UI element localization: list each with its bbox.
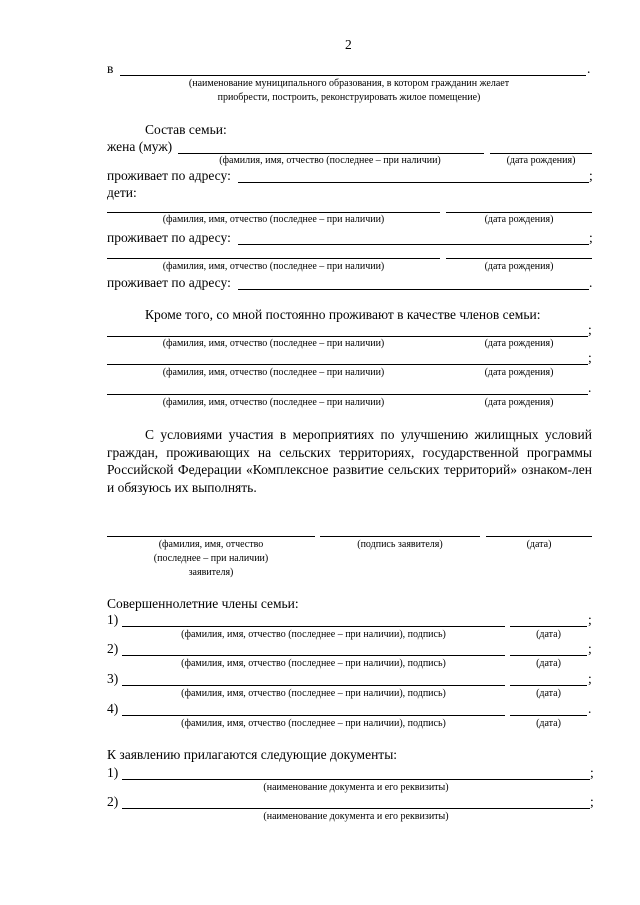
cohab1-fio-caption: (фамилия, имя, отчество (последнее – при наличии) <box>162 338 385 349</box>
cohab2-line <box>107 364 588 365</box>
cohab2-fio-caption: (фамилия, имя, отчество (последнее – при наличии) <box>162 367 385 378</box>
adult-2-number: 2) <box>107 641 119 656</box>
applicant-date-line <box>486 536 592 537</box>
adult-1-date-line <box>510 626 587 627</box>
doc-1-line <box>122 779 590 780</box>
doc-2-caption: (наименование документа и его реквизиты) <box>263 811 449 822</box>
adult-3-caption: (фамилия, имя, отчество (последнее – при наличии), подпись) <box>181 688 446 699</box>
v-end: . <box>587 61 591 76</box>
applicant-fio-line <box>107 536 315 537</box>
adult-1-line <box>122 626 505 627</box>
adult-3-number: 3) <box>107 671 119 686</box>
adult-4-number: 4) <box>107 701 119 716</box>
adult-3-date-line <box>510 685 587 686</box>
child1-dob-caption: (дата рождения) <box>484 214 554 225</box>
child2-fio-line <box>107 258 440 259</box>
address-label-1: проживает по адресу: <box>107 168 231 183</box>
page-number: 2 <box>345 37 352 52</box>
cohab-text: Кроме того, со мной постоянно проживают в качестве членов семьи: <box>145 307 541 322</box>
cohab2-end: ; <box>588 350 592 365</box>
doc-2-number: 2) <box>107 794 119 809</box>
adult-4-end: . <box>588 701 592 716</box>
address-line-1 <box>238 182 589 183</box>
child1-fio-line <box>107 212 440 213</box>
cohab3-fio-caption: (фамилия, имя, отчество (последнее – при наличии) <box>162 397 385 408</box>
adult-1-number: 1) <box>107 612 119 627</box>
address-end-2: ; <box>589 230 593 245</box>
applicant-sign-caption: (подпись заявителя) <box>357 539 443 550</box>
doc-2-end: ; <box>590 794 594 809</box>
adult-2-date-line <box>510 655 587 656</box>
spouse-label: жена (муж) <box>107 139 173 154</box>
adult-4-date-line <box>510 715 587 716</box>
applicant-fio-caption-2: (последнее – при наличии) <box>153 553 269 564</box>
applicant-fio-caption-1: (фамилия, имя, отчество <box>158 539 264 550</box>
child2-dob-line <box>446 258 592 259</box>
spouse-fio-caption: (фамилия, имя, отчество (последнее – при наличии) <box>219 155 441 166</box>
address-line-3 <box>238 289 589 290</box>
cohab3-end: . <box>588 380 592 395</box>
spouse-dob-caption: (дата рождения) <box>506 155 576 166</box>
adult-4-date-caption: (дата) <box>536 718 561 729</box>
municipality-line <box>120 75 586 76</box>
adults-heading: Совершеннолетние члены семьи: <box>107 596 299 611</box>
doc-2-line <box>122 808 590 809</box>
child2-dob-caption: (дата рождения) <box>484 261 554 272</box>
cohab3-dob-caption: (дата рождения) <box>484 397 554 408</box>
address-line-2 <box>238 244 589 245</box>
address-label-2: проживает по адресу: <box>107 230 231 245</box>
adult-1-date-caption: (дата) <box>536 629 561 640</box>
adult-2-caption: (фамилия, имя, отчество (последнее – при наличии), подпись) <box>181 658 446 669</box>
cohab1-dob-caption: (дата рождения) <box>484 338 554 349</box>
v-prefix: в <box>107 61 114 76</box>
doc-1-caption: (наименование документа и его реквизиты) <box>263 782 449 793</box>
cohab1-line <box>107 336 588 337</box>
adult-4-line <box>122 715 505 716</box>
municipality-caption-1: (наименование муниципального образования, в котором гражданин желает <box>188 78 510 89</box>
municipality-caption-2: приобрести, построить, реконструировать жилое помещение) <box>217 92 481 103</box>
applicant-fio-caption-3: заявителя) <box>188 567 234 578</box>
adult-1-end: ; <box>588 612 592 627</box>
applicant-sign-line <box>320 536 480 537</box>
cohab1-end: ; <box>588 322 592 337</box>
cohab3-line <box>107 394 588 395</box>
adult-2-date-caption: (дата) <box>536 658 561 669</box>
family-heading: Состав семьи: <box>145 122 227 137</box>
child2-fio-caption: (фамилия, имя, отчество (последнее – при наличии) <box>162 261 385 272</box>
adult-3-line <box>122 685 505 686</box>
agreement-paragraph: С условиями участия в мероприятиях по улучшению жилищных условий граждан, проживающих на сельских территориях, государственной программы Российской Федерации «Комплексное развитие сельских территорий» ознаком-лен и обязуюсь их выполнять. <box>107 427 592 495</box>
child1-fio-caption: (фамилия, имя, отчество (последнее – при наличии) <box>162 214 385 225</box>
docs-heading: К заявлению прилагаются следующие документы: <box>107 747 398 762</box>
adult-2-end: ; <box>588 641 592 656</box>
address-label-3: проживает по адресу: <box>107 275 231 290</box>
doc-1-end: ; <box>590 765 594 780</box>
doc-1-number: 1) <box>107 765 119 780</box>
adult-2-line <box>122 655 505 656</box>
address-end-3: . <box>589 275 593 290</box>
spouse-dob-line <box>490 153 592 154</box>
adult-3-end: ; <box>588 671 592 686</box>
applicant-date-caption: (дата) <box>526 539 552 550</box>
adult-1-caption: (фамилия, имя, отчество (последнее – при наличии), подпись) <box>181 629 446 640</box>
cohab2-dob-caption: (дата рождения) <box>484 367 554 378</box>
child1-dob-line <box>446 212 592 213</box>
adult-4-caption: (фамилия, имя, отчество (последнее – при наличии), подпись) <box>181 718 446 729</box>
address-end-1: ; <box>589 168 593 183</box>
spouse-fio-line <box>178 153 484 154</box>
children-label: дети: <box>107 185 137 200</box>
adult-3-date-caption: (дата) <box>536 688 561 699</box>
